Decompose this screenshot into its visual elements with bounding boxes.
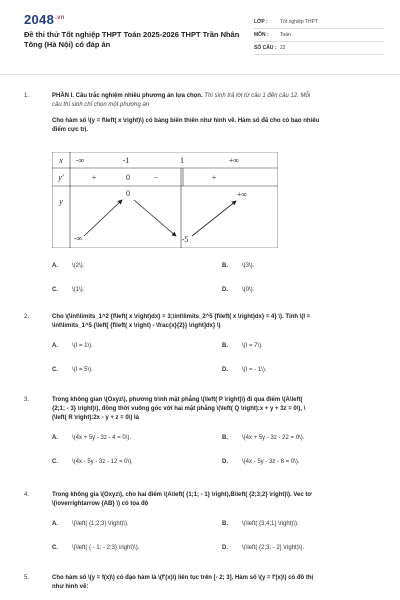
x-value: -∞ [75,156,85,165]
site-logo[interactable]: $2048^{.vn}$ [24,12,65,27]
option-a[interactable]: A. \(2\). [52,263,85,269]
question-stem: Cho \(\int\limits_1^2 {f\left( x \right)dx} = 3;\int\limits_2^5 {f\left( x \right)dx} = 4} \). Tính \(I = [52,314,311,320]
arrow-up [84,200,122,236]
option-d[interactable]: D. \(\left( {2;3; - 2} \right)\). [222,545,305,551]
option-c[interactable]: C. \(4x - 5y - 3z - 12 = 0\). [52,459,133,465]
meta-row-count: SỐ CÂU : 22 [254,42,384,55]
sign-value: − [153,173,159,182]
question-2: 2. Cho \(\int\limits_1^2 {f\left( x \right)dx} = 3;\int\limits_2^5 {f\left( x \right)dx} = 4} \). Tính \(I = \int\limits_1^5 {\left[ {f\left( x \right) - \frac{x}{2}} \right]dx} \) A. \(I = 1\). B. \(I = 7\). C. \(I = 5\). D. \(I = - 1\). [24,313,380,382]
variation-table [52,152,278,248]
y-value: -5 [181,235,189,244]
question-stem: Cho hàm số \(y = f\left( x \right)\) có bảng biến thiên như hình vẽ. Hàm số đã cho có bao nhiêu [52,118,320,124]
question-1: 1. PHẦN I. Câu trắc nghiệm nhiều phương án lựa chọn. Thí sinh trả lời từ câu 1 đến câu 12. Mỗi câu thí sinh chỉ chọn một phương án Cho hàm số \(y = f\left( x \right)\) có bảng biến thiên như hình vẽ. Hàm số đã cho có bao nhiêu điểm cực trị. [24,92,380,135]
y-value: -∞ [73,234,83,243]
option-b[interactable]: B. \(4x + 5y - 3z - 22 = 0\). [222,435,305,441]
option-d[interactable]: D. \(4x - 5y - 3z - 8 = 0\). [222,459,300,465]
y-value: 0 [126,189,130,198]
row-label-y: y [59,197,63,206]
arrow-up [192,201,236,236]
sign-value: + [211,173,217,182]
header-divider [0,74,400,75]
question-number: 5. [24,575,30,581]
question-stem: Trong không gian \(Oxyz\), phương trình mặt phẳng \(\left( P \right)\) đi qua điểm \(A\left( [52,397,303,403]
y-value: +∞ [236,190,248,199]
document-title: Đề thi thử Tốt nghiệp THPT Toán 2025-2026 THPT Trần Nhân Tông (Hà Nội) có đáp án [24,30,240,49]
option-d[interactable]: D. \(0\). [222,287,255,293]
question-number: 4. [24,492,30,498]
option-a[interactable]: A. \(\left( {1;2;3} \right)\). [52,521,129,527]
option-d[interactable]: D. \(I = - 1\). [222,367,267,373]
question-number: 3. [24,397,30,403]
option-b[interactable]: B. \(\left( {3;4;1} \right)\). [222,521,299,527]
question-1-options [24,262,380,302]
question-5: 5. Cho hàm số \(y = f(x)\) có đạo hàm là \(f'(x)\) liên tục trên [- 2; 3]. Hàm số \(y = f'(x)\) có đồ thị như hình vẽ: [24,574,380,592]
question-3: 3. Trong không gian \(Oxyz\), phương trình mặt phẳng \(\left( P \right)\) đi qua điểm \(A\left( {2;1; - 3} \right)\), đồng thời vuông góc với hai mặt phẳng \(\left( Q \right):x + y + 3z = 0\), \ (\left( R \right):2x - y + z = 0\) là A. \(4x + 5y - 3z - 4 = 0\). B. \(4x + 5y - 3z - 22 = 0\). C. \(4x - 5y - 3z - 12 = 0\). D. \(4x - 5y - 3z - 8 = 0\). [24,396,380,474]
sign-value: + [91,173,97,182]
option-c[interactable]: C. \(\left( { - 1; - 2;3} \right)\). [52,545,140,551]
question-stem: Cho hàm số \(y = f(x)\) có đạo hàm là \(f'(x)\) liên tục trên [- 2; 3]. Hàm số \(y = f'(x)\) có đồ thị [52,575,314,581]
document-header [0,0,400,64]
option-c[interactable]: C. \(I = 5\). [52,367,93,373]
option-a[interactable]: A. \(4x + 5y - 3z - 4 = 0\). [52,435,132,441]
option-c[interactable]: C. \(1\). [52,287,85,293]
option-b[interactable]: B. \(3\). [222,263,255,269]
x-value: +∞ [228,156,240,165]
x-value: 1 [180,156,184,165]
option-a[interactable]: A. \(I = 1\). [52,343,93,349]
sign-value: 0 [126,173,130,182]
row-label-x: x [59,156,63,165]
meta-row-class: LỚP : Tốt nghiệp THPT [254,16,384,29]
document-meta [254,16,384,55]
option-b[interactable]: B. \(I = 7\). [222,343,263,349]
question-number: 2. [24,314,30,320]
row-label-yprime: y' [58,173,64,182]
arrow-down [134,200,176,236]
part-heading: PHẦN I. Câu trắc nghiệm nhiều phương án lựa chọn. Thí sinh trả lời từ câu 1 đến câu 12. Mỗi [52,93,311,99]
question-4: 4. Trong không gia \(Oxyz\), cho hai điểm \(A\left( {1;1; - 1} \right),B\left( {2;3;2} \right)\). Vec tơ \(\overrightarrow {AB} \) có tọa độ A. \(\left( {1;2;3} \right)\). B. \(\left( {3;4;1} \right)\). C. \(\left( { - 1; - 2;3} \right)\). D. \(\left( {2;3; - 2} \right)\). [24,491,380,560]
meta-row-subject: MÔN : Toán [254,29,384,42]
question-number: 1. [24,93,30,99]
x-value: -1 [122,156,130,165]
question-stem: Trong không gia \(Oxyz\), cho hai điểm \(A\left( {1;1; - 1} \right),B\left( {2;3;2} \right)\). Vec tơ [52,492,312,498]
